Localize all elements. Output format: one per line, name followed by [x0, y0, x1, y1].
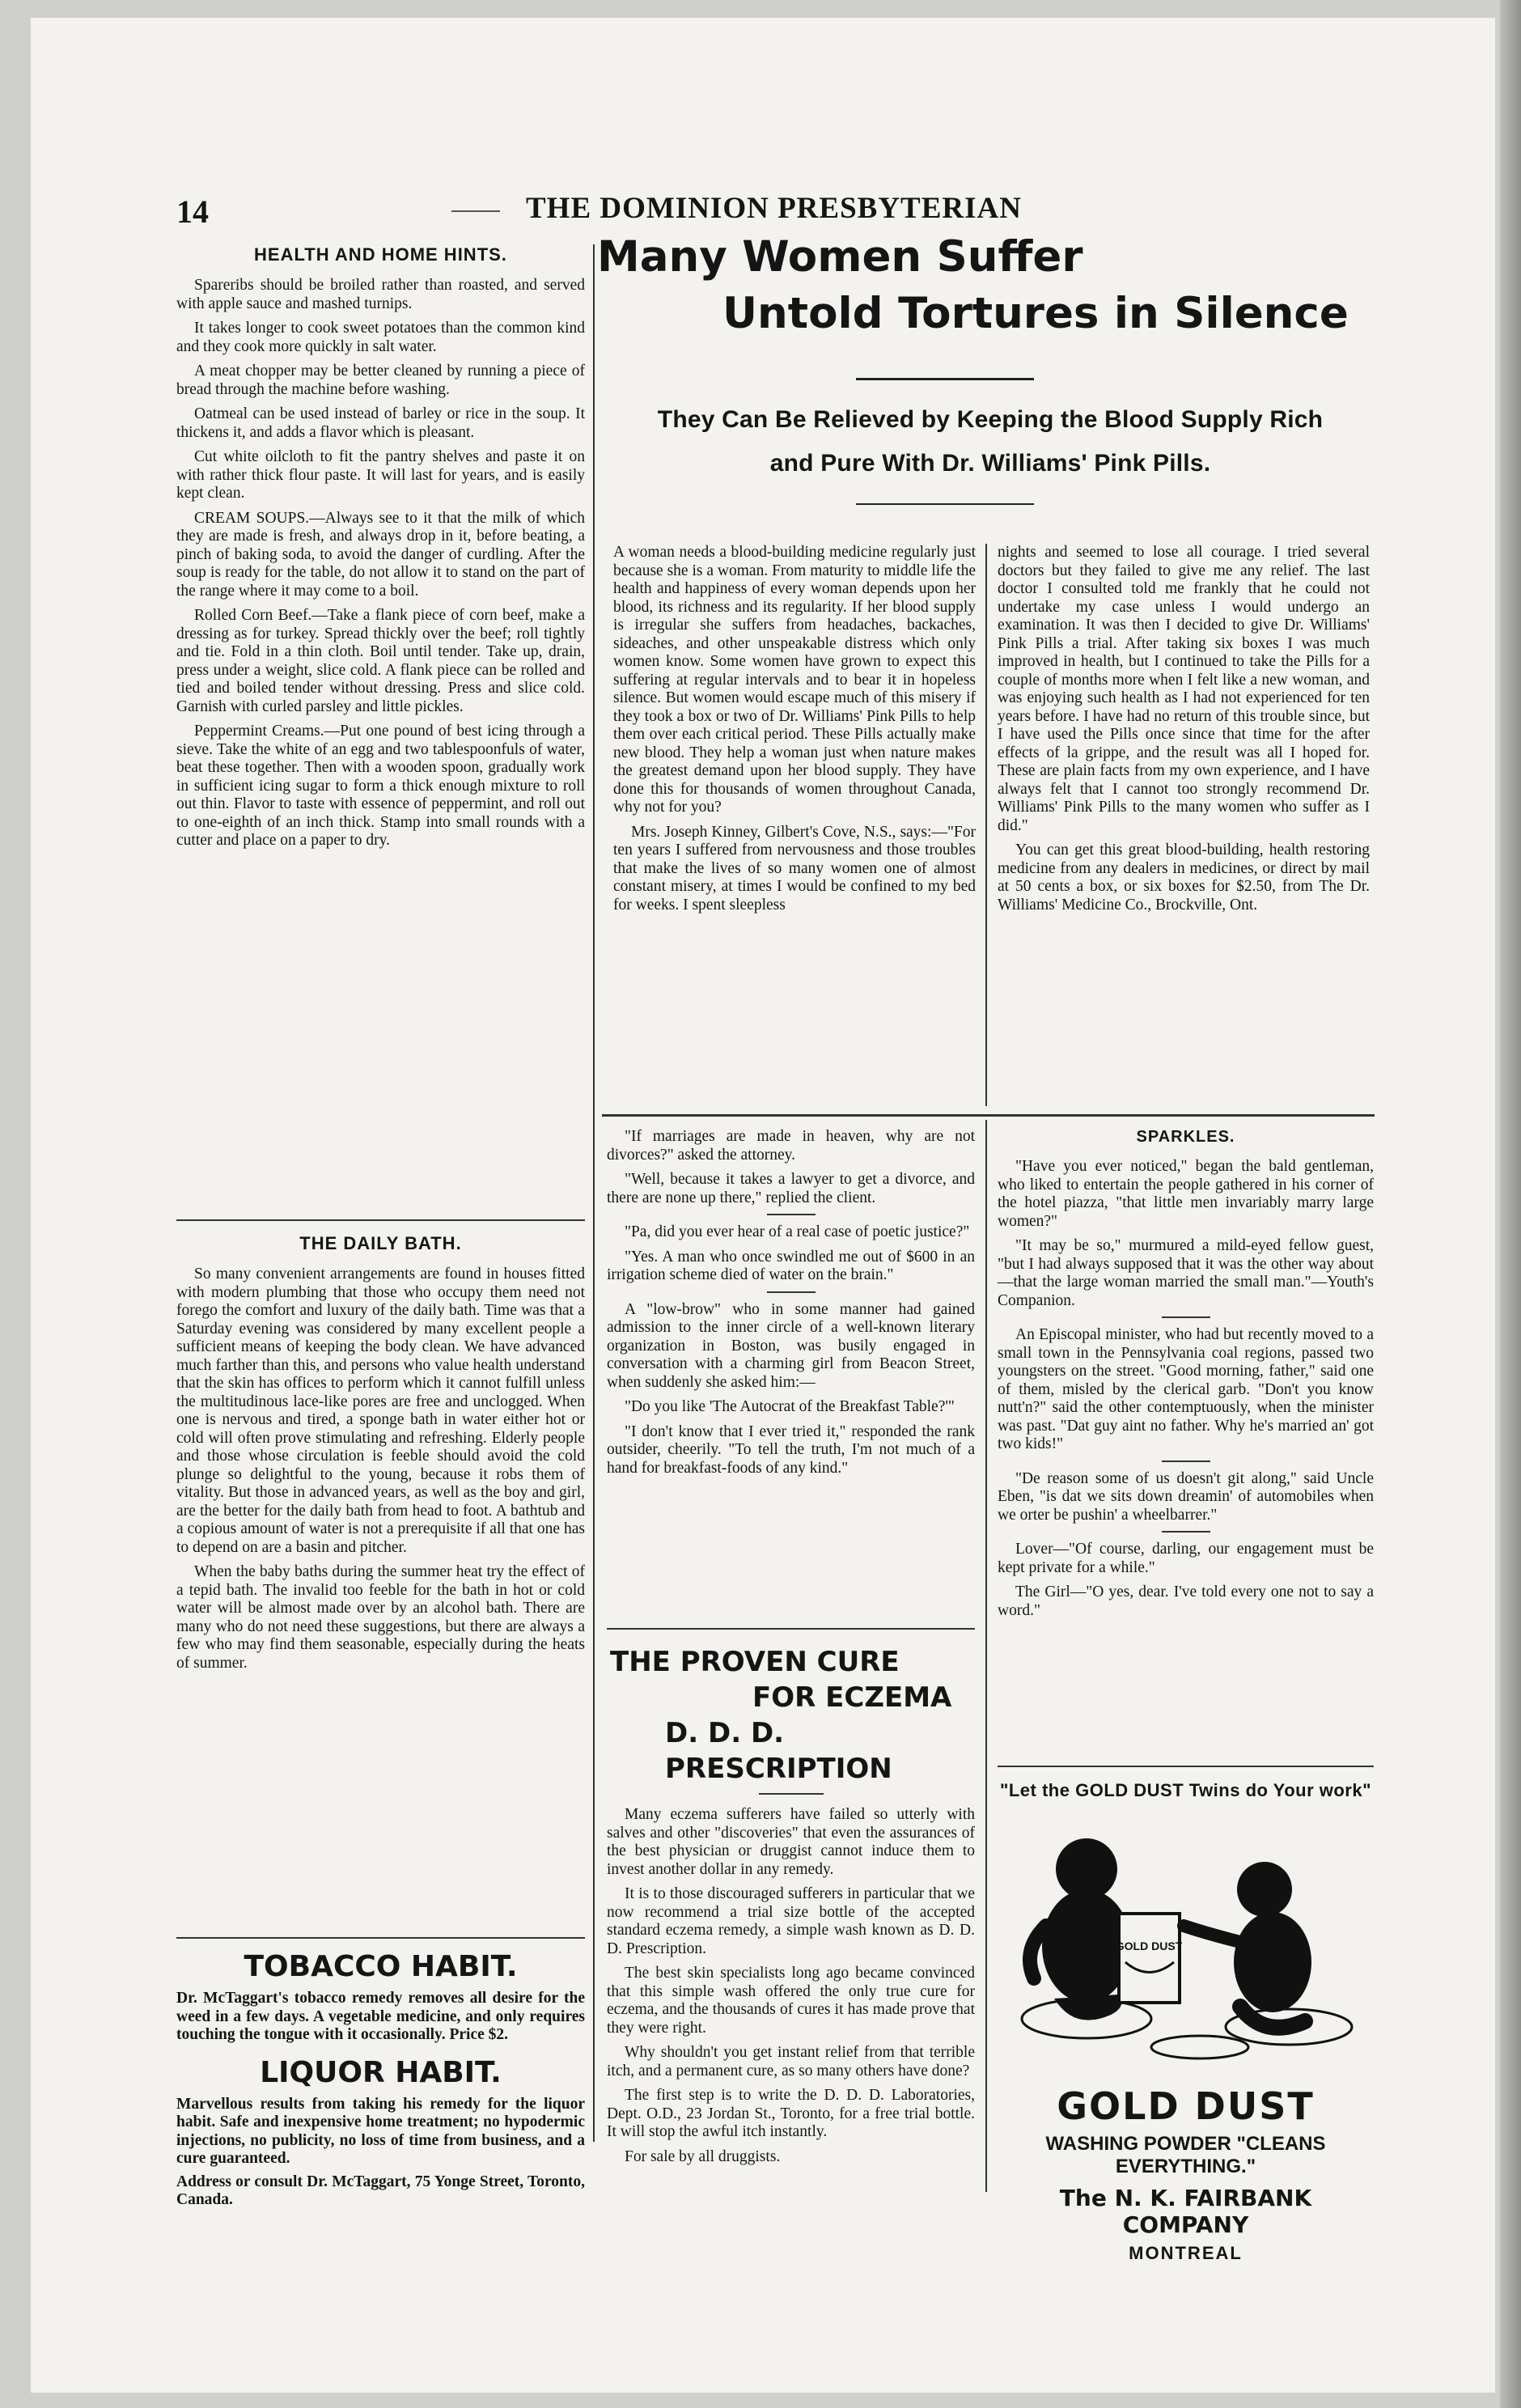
gold-dust-ad — [998, 1780, 1374, 2264]
sparkles-title: SPARKLES. — [1136, 1128, 1235, 1146]
ddd-paragraph: Many eczema sufferers have failed so utterly with salves and other "discoveries" that even the assurances of the best physician or druggist cannot induce them to invest another dollar in any remedy. — [607, 1806, 975, 1878]
sparkle-paragraph: Lover—"Of course, darling, our engagement must be kept private for a while." — [998, 1541, 1374, 1576]
hint-paragraph: Spareribs should be broiled rather than roasted, and served with apple sauce and mashed turnips. — [176, 277, 585, 312]
divider — [607, 1628, 975, 1630]
divider — [176, 1937, 585, 1939]
joke-paragraph: "Well, because it takes a lawyer to get a divorce, and there are none up there," replied the client. — [607, 1171, 975, 1206]
health-hints-title: HEALTH AND HOME HINTS. — [254, 244, 507, 265]
ad-address: Address or consult Dr. McTaggart, 75 Yonge Street, Toronto, Canada. — [176, 2173, 585, 2208]
short-rule — [1162, 1531, 1210, 1533]
hint-paragraph: Peppermint Creams.—Put one pound of best icing through a sieve. Take the white of an egg and two tablespoonfuls of water, beat these together. Then with a wooden spoon, gradually work in sufficient icing sugar to form a thick enough mixture to roll out thin. Flavor to taste with essence of peppermint, and roll out to one-eighth of an inch thick. Stamp into small rounds with a cutter and place on a paper to dry. — [176, 723, 585, 849]
gold-dust-slogan: "Let the GOLD DUST Twins do Your work" — [999, 1780, 1372, 1800]
tobacco-ad — [176, 1950, 585, 2210]
ddd-paragraph: The best skin specialists long ago became convinced that this simple wash offered the only true cure for eczema, and the thousands of cures it has made prove that they were right. — [607, 1965, 975, 2037]
hint-paragraph: Cut white oilcloth to fit the pantry shelves and paste it on with rather thick flour paste. It will last for years, and is easily kept clean. — [176, 448, 585, 502]
headline-rule — [856, 378, 1034, 380]
gold-dust-company: The N. K. FAIRBANK COMPANY — [1059, 2185, 1312, 2238]
sparkles-section — [998, 1128, 1374, 1626]
joke-paragraph: A "low-brow" who in some manner had gained admission to the inner circle of a well-known literary organization in Boston, was busily engaged in conversation with a charming girl from Beacon Street, when suddenly she asked him:— — [607, 1300, 975, 1391]
ddd-paragraph: For sale by all druggists. — [625, 2147, 781, 2165]
sparkle-paragraph: "De reason some of us doesn't git along," said Uncle Eben, "is dat we sits down dreamin' of automobiles when we orter be pushin' a wheelbarrer." — [998, 1469, 1374, 1524]
sparkle-paragraph: "Have you ever noticed," began the bald gentleman, who liked to entertain the people gathered in his corner of the hotel piazza, "that little men invariably marry large women?" — [998, 1158, 1374, 1230]
column-rule — [593, 244, 595, 2142]
pink-pills-col-1 — [613, 544, 976, 921]
pills-paragraph: nights and seemed to lose all courage. I tried several doctors but they failed to give me any relief. The last doctor I consulted told me frankly that he could not undertake my case unless I would undergo an examination. It was then I decided to give Dr. Williams' Pink Pills a trial. After taking six boxes I was much improved in health, but I continued to take the Pills for a couple of months more when I felt like a new woman, and was enjoying such health as I had not experienced for ten years before. I have had no return of this trouble since, but I have used the Pills once since that time for the after effects of la grippe, and the result was all I hoped for. These are plain facts from my own experience, and I have always felt that I cannot too strongly recommend Dr. Williams' Pink Pills to the many women who suffer as I did." — [998, 544, 1370, 834]
newspaper-page — [31, 18, 1495, 2393]
pink-pills-headline-1: Many Women Suffer — [597, 232, 1083, 282]
gold-dust-brand: GOLD DUST — [1057, 2084, 1315, 2128]
gold-dust-tagline: WASHING POWDER "CLEANS EVERYTHING." — [1045, 2133, 1326, 2177]
column-rule — [985, 1120, 987, 2192]
subhead-line-2: and Pure With Dr. Williams' Pink Pills. — [769, 450, 1211, 477]
short-rule — [1162, 1316, 1210, 1318]
short-rule — [767, 1214, 816, 1215]
hint-paragraph: A meat chopper may be better cleaned by running a piece of bread through the machine before washing. — [176, 362, 585, 398]
pills-paragraph: A woman needs a blood-building medicine regularly just because she is a woman. From maturity to middle life the health and happiness of every woman depends upon her blood, its richness and its regularity. If her blood supply is irregular she suffers from headaches, backaches, sideaches, and other unspeakable distress which only women know. Some women have grown to expect this suffering at regular intervals and to bear it in hopeless silence. But women would escape much of this misery if they took a box or two of Dr. Williams' Pink Pills to help them over each critical period. These Pills actually make new blood. They help a woman just when nature makes the greatest demand upon her blood supply. They have done this for thousands of women throughout Canada, why not for you? — [613, 544, 976, 816]
gold-dust-city: MONTREAL — [1129, 2243, 1243, 2263]
pink-pills-headline-2: Untold Tortures in Silence — [722, 289, 1349, 338]
ddd-body — [607, 1806, 975, 2166]
subhead-line-1: They Can Be Relieved by Keeping the Blood Supply Rich — [657, 406, 1324, 433]
hint-paragraph: CREAM SOUPS.—Always see to it that the milk of which they are made is fresh, and always drop in it, before beating, a pinch of baking soda, to avoid the danger of curdling. After the soup is ready for the table, do not allow it to stand on the part of the range where it may come to a boil. — [176, 509, 585, 600]
pink-pills-subhead — [602, 398, 1379, 485]
sparkles-body — [998, 1158, 1374, 1620]
daily-bath-body — [176, 1265, 585, 1672]
masthead: THE DOMINION PRESBYTERIAN — [526, 192, 1022, 225]
jokes-middle — [607, 1128, 975, 1484]
health-hints-section — [176, 244, 585, 857]
sparkle-paragraph: The Girl—"O yes, dear. I've told every one not to say a word." — [998, 1583, 1374, 1619]
joke-paragraph: "I don't know that I ever tried it," responded the rank outsider, cheerily. "To tell the truth, I'm not much of a hand for breakfast-foods of any kind." — [607, 1422, 975, 1477]
ddd-ad — [607, 1644, 975, 2173]
bath-paragraph: When the baby baths during the summer heat try the effect of a tepid bath. The invalid too feeble for the bath in hot or cold water will be almost made over by an alcohol bath. There are many who do not need these suggestions, but there are always a few who may find them seasonable, especially during the heats of summer. — [176, 1563, 585, 1672]
hint-paragraph: Oatmeal can be used instead of barley or rice in the soup. It thickens it, and adds a flavor which is pleasant. — [176, 405, 585, 441]
sparkle-paragraph: An Episcopal minister, who had but recently moved to a small town in the Pennsylvania coal regions, passed two youngsters on the street. "Good morning, father," said one of them, misled by the clerical garb. "Don't you know nutt'n?" said the other contemptuously, when the minister was past. "Dat guy aint no father. Why he's married an' got two kids!" — [998, 1326, 1374, 1452]
short-rule — [767, 1291, 816, 1293]
subhead-rule — [856, 503, 1034, 505]
hint-paragraph: Rolled Corn Beef.—Take a flank piece of corn beef, make a dressing as for turkey. Spread thickly over the beef; roll tightly and tie. Fold in a thin cloth. Boil until tender. Take up, drain, press under a weight, slice cold. A flank piece can be rolled and tied and boiled tender without dressing. Press and slice cold. Garnish with curled parsley and little pickles. — [176, 607, 585, 715]
page-edge-shadow — [1500, 0, 1521, 2408]
column-rule — [985, 544, 987, 1106]
header-dash — [451, 210, 500, 212]
ddd-paragraph: It is to those discouraged sufferers in particular that we now recommend a trial size bottle of the accepted standard eczema remedy, a simple wash known as D. D. D. Prescription. — [607, 1885, 975, 1957]
ddd-paragraph: The first step is to write the D. D. D. Laboratories, Dept. O.D., 23 Jordan St., Toronto, for a free trial bottle. It will stop the awful itch instantly. — [607, 2087, 975, 2140]
bath-paragraph: So many convenient arrangements are found in houses fitted with modern plumbing that those who occupy them need not forego the comfort and luxury of the daily bath. Time was that a Saturday evening was considered by many excellent people a sufficient means of keeping the body clean. We have advanced much farther than this, and persons who value health understand that the skin has offices to perform which it cannot fulfill unless the multitudinous lace-like pores are free and unclogged. When one is nervous and tired, a sponge bath in water either hot or cold will often prove stimulating and refreshing. Elderly people and those whose circulation is feeble should avoid the cold plunge so delightful to the young, because it robs them of vitality. But those in advanced years, as well as the boy and girl, are the better for the daily bath from head to foot. A bathtub and a copious amount of water is not a prerequisite if all that one has to depend on are a basin and pitcher. — [176, 1265, 585, 1556]
liquor-title: LIQUOR HABIT. — [260, 2055, 502, 2089]
ddd-title-3: D. D. D. PRESCRIPTION — [665, 1717, 892, 1785]
divider — [176, 1219, 585, 1221]
gold-dust-twins-illustration — [998, 1812, 1374, 2079]
divider — [602, 1114, 1375, 1117]
pills-paragraph: You can get this great blood-building, health restoring medicine from any dealers in medicines, or direct by mail at 50 cents a box, or six boxes for $2.50, from The Dr. Williams' Medicine Co., Brockville, Ont. — [998, 842, 1370, 914]
page-number: 14 — [176, 193, 209, 230]
tobacco-text: Dr. McTaggart's tobacco remedy removes all desire for the weed in a few days. A vegetable medicine, and only requires touching the tongue with it occasionally. Price $2. — [176, 1990, 585, 2043]
divider — [998, 1766, 1374, 1767]
pills-paragraph: Mrs. Joseph Kinney, Gilbert's Cove, N.S., says:—"For ten years I suffered from nervousness and those troubles that make the lives of so many women one of almost constant misery, at times I would be confined to my bed for weeks. I spent sleepless — [613, 823, 976, 914]
joke-paragraph: "Do you like 'The Autocrat of the Breakfast Table?'" — [625, 1398, 955, 1415]
ddd-title-2: FOR ECZEMA — [752, 1681, 952, 1714]
daily-bath-title: THE DAILY BATH. — [299, 1233, 462, 1253]
joke-paragraph: "Yes. A man who once swindled me out of $600 in an irrigation scheme died of water on the brain." — [607, 1248, 975, 1283]
short-rule — [759, 1793, 824, 1795]
sparkle-paragraph: "It may be so," murmured a mild-eyed fellow guest, "but I had always supposed that it was the other way about—that the large woman married the small man."—Youth's Companion. — [998, 1237, 1374, 1309]
daily-bath-section — [176, 1233, 585, 1679]
joke-paragraph: "Pa, did you ever hear of a real case of poetic justice?" — [625, 1223, 970, 1240]
ddd-paragraph: Why shouldn't you get instant relief from that terrible itch, and a permanent cure, as so many others have done? — [607, 2044, 975, 2079]
joke-paragraph: "If marriages are made in heaven, why are not divorces?" asked the attorney. — [607, 1128, 975, 1164]
box-label: GOLD DUST — [1115, 1940, 1183, 1952]
liquor-text: Marvellous results from taking his remedy for the liquor habit. Safe and inexpensive home treatment; no hypodermic injections, no publicity, no loss of time from business, and a cure guaranteed. — [176, 2095, 585, 2167]
pink-pills-col-2 — [998, 544, 1370, 921]
hint-paragraph: It takes longer to cook sweet potatoes than the common kind and they cook more quickly in salt water. — [176, 320, 585, 355]
tobacco-title: TOBACCO HABIT. — [244, 1950, 518, 1983]
short-rule — [1162, 1460, 1210, 1462]
health-hints-body — [176, 277, 585, 850]
ddd-title-1: THE PROVEN CURE — [610, 1646, 900, 1678]
